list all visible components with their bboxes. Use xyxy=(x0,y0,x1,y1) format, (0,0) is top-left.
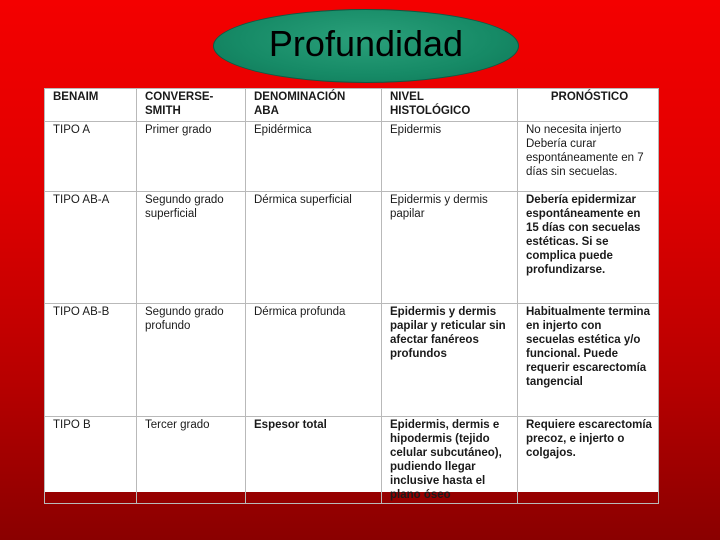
cell-nivel: Epidermis, dermis e hipodermis (tejido celular subcutáneo), pudiendo llegar inclusive hasta el plano óseo xyxy=(382,417,518,504)
cell-aba: Epidérmica xyxy=(246,122,382,192)
cell-aba: Espesor total xyxy=(246,417,382,504)
burn-depth-table xyxy=(44,88,658,501)
cell-pronostico: Debería epidermizar espontáneamente en 15 días con secuelas estéticas. Si se complica puede profundizarse. xyxy=(518,192,659,304)
table-row xyxy=(45,122,659,192)
cell-pronostico: No necesita injerto Debería curar espontáneamente en 7 días sin secuelas. xyxy=(518,122,659,192)
header-denominacion-aba: DENOMINACIÓN ABA xyxy=(246,89,382,122)
title-oval xyxy=(213,9,519,83)
cell-pronostico: Requiere escarectomía precoz, e injerto o colgajos. xyxy=(518,417,659,504)
cell-converse-smith: Tercer grado xyxy=(137,417,246,504)
cell-benaim: TIPO AB-B xyxy=(45,304,137,417)
table-row xyxy=(45,304,659,417)
header-nivel-histologico: NIVEL HISTOLÓGICO xyxy=(382,89,518,122)
slide-title: Profundidad xyxy=(268,23,464,64)
cell-benaim: TIPO A xyxy=(45,122,137,192)
cell-nivel: Epidermis y dermis papilar xyxy=(382,192,518,304)
cell-benaim: TIPO AB-A xyxy=(45,192,137,304)
cell-aba: Dérmica profunda xyxy=(246,304,382,417)
header-converse-smith: CONVERSE- SMITH xyxy=(137,89,246,122)
table-row xyxy=(45,192,659,304)
header-pronostico: PRONÓSTICO xyxy=(518,89,659,122)
table-row xyxy=(45,417,659,504)
header-benaim: BENAIM xyxy=(45,89,137,122)
cell-benaim: TIPO B xyxy=(45,417,137,504)
cell-nivel: Epidermis xyxy=(382,122,518,192)
cell-pronostico: Habitualmente termina en injerto con secuelas estética y/o funcional. Puede requerir escarectomía tangencial xyxy=(518,304,659,417)
cell-nivel: Epidermis y dermis papilar y reticular sin afectar fanéreos profundos xyxy=(382,304,518,417)
cell-converse-smith: Segundo grado profundo xyxy=(137,304,246,417)
table-header-row xyxy=(45,89,659,122)
cell-aba: Dérmica superficial xyxy=(246,192,382,304)
cell-converse-smith: Primer grado xyxy=(137,122,246,192)
cell-converse-smith: Segundo grado superficial xyxy=(137,192,246,304)
